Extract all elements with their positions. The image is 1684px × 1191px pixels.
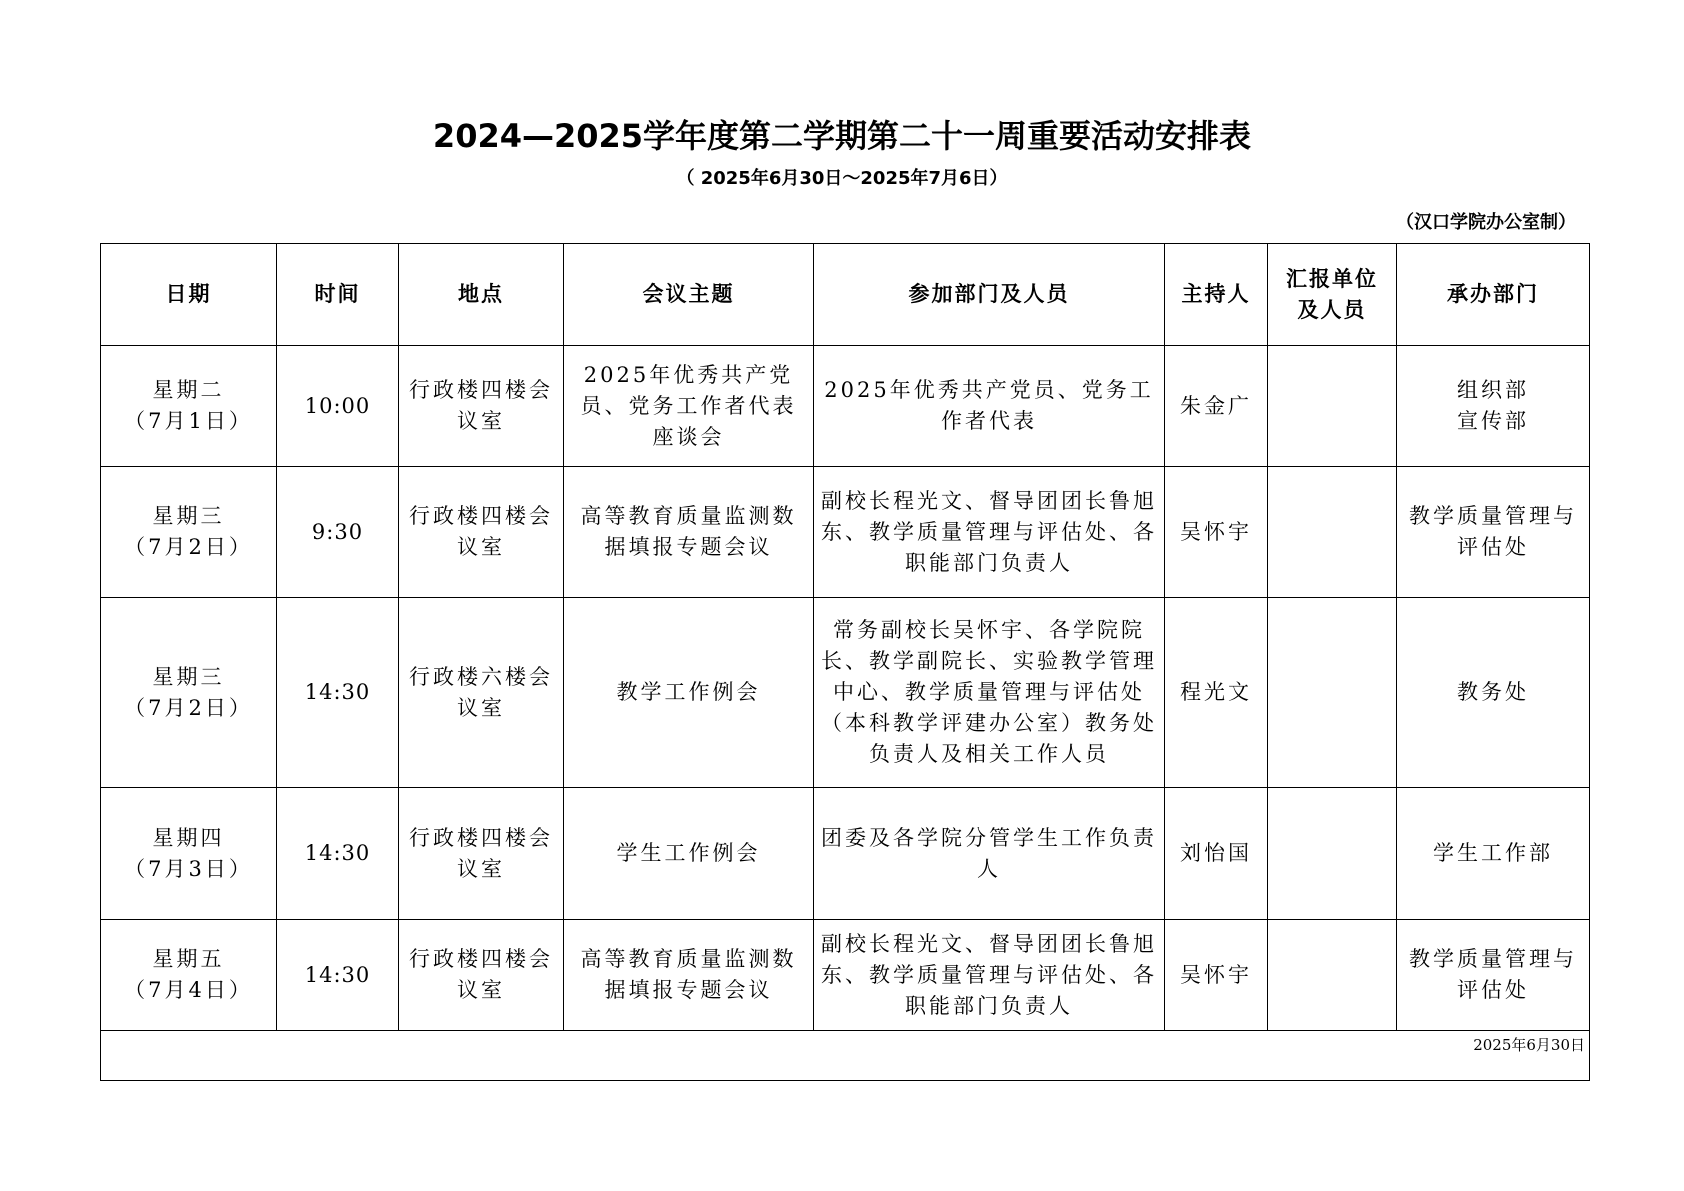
header-reporter-line2: 及人员 <box>1297 297 1367 322</box>
location-cell: 行政楼四楼会议室 <box>399 920 564 1031</box>
header-host: 主持人 <box>1165 244 1268 346</box>
organizer-line1: 教务处 <box>1457 680 1529 704</box>
reporter-cell <box>1268 467 1397 598</box>
host-cell: 吴怀宇 <box>1165 467 1268 598</box>
date-cell <box>101 467 277 598</box>
reporter-cell <box>1268 788 1397 920</box>
organizer-cell <box>1397 467 1590 598</box>
topic-cell: 教学工作例会 <box>564 598 814 788</box>
time-cell: 9:30 <box>277 467 399 598</box>
organizer-cell <box>1397 788 1590 920</box>
weekday-text: 星期三 <box>152 664 225 689</box>
reporter-cell <box>1268 346 1397 467</box>
date-cell <box>101 788 277 920</box>
footer-row <box>101 1031 1590 1081</box>
participants-cell: 团委及各学院分管学生工作负责人 <box>814 788 1165 920</box>
header-organizer: 承办部门 <box>1397 244 1590 346</box>
topic-cell: 高等教育质量监测数据填报专题会议 <box>564 467 814 598</box>
organizer-line1: 教学质量管理与评估处 <box>1409 947 1577 1002</box>
issuer-note: （汉口学院办公室制） <box>1396 212 1576 233</box>
table-row <box>101 598 1590 788</box>
date-range-subtitle: （ 2025年6月30日～2025年7月6日） <box>676 168 1008 189</box>
reporter-cell <box>1268 598 1397 788</box>
date-cell <box>101 920 277 1031</box>
participants-cell: 常务副校长吴怀宇、各学院院长、教学副院长、实验教学管理中心、教学质量管理与评估处（本科教学评建办公室）教务处负责人及相关工作人员 <box>814 598 1165 788</box>
table-row <box>101 920 1590 1031</box>
host-cell: 吴怀宇 <box>1165 920 1268 1031</box>
host-cell: 朱金广 <box>1165 346 1268 467</box>
activity-schedule-table <box>100 243 1590 1081</box>
organizer-cell <box>1397 598 1590 788</box>
time-cell: 14:30 <box>277 920 399 1031</box>
header-date: 日期 <box>101 244 277 346</box>
date-text: （7月2日） <box>124 535 253 559</box>
host-cell: 程光文 <box>1165 598 1268 788</box>
header-reporter <box>1268 244 1397 346</box>
header-participants: 参加部门及人员 <box>814 244 1165 346</box>
date-cell <box>101 598 277 788</box>
time-cell: 14:30 <box>277 788 399 920</box>
organizer-line1: 教学质量管理与评估处 <box>1409 504 1577 559</box>
weekday-text: 星期三 <box>152 504 225 528</box>
date-text: （7月1日） <box>124 409 253 433</box>
organizer-line1: 组织部 <box>1457 378 1529 402</box>
location-cell: 行政楼四楼会议室 <box>399 346 564 467</box>
date-text: （7月3日） <box>124 856 253 881</box>
time-cell: 10:00 <box>277 346 399 467</box>
location-cell: 行政楼六楼会议室 <box>399 598 564 788</box>
time-cell: 14:30 <box>277 598 399 788</box>
topic-cell: 高等教育质量监测数据填报专题会议 <box>564 920 814 1031</box>
organizer-line1: 学生工作部 <box>1433 841 1553 865</box>
page-title: 2024—2025学年度第二学期第二十一周重要活动安排表 <box>432 117 1252 155</box>
date-text: （7月4日） <box>124 978 253 1002</box>
weekday-text: 星期二 <box>152 378 225 402</box>
host-cell: 刘怡国 <box>1165 788 1268 920</box>
table-row <box>101 346 1590 467</box>
location-cell: 行政楼四楼会议室 <box>399 467 564 598</box>
weekday-text: 星期五 <box>152 947 225 971</box>
date-text: （7月2日） <box>124 695 253 720</box>
participants-cell: 副校长程光文、督导团团长鲁旭东、教学质量管理与评估处、各职能部门负责人 <box>814 920 1165 1031</box>
organizer-cell <box>1397 346 1590 467</box>
footer-date: 2025年6月30日 <box>101 1031 1590 1081</box>
topic-cell: 2025年优秀共产党员、党务工作者代表座谈会 <box>564 346 814 467</box>
organizer-line2: 宣传部 <box>1457 409 1529 433</box>
header-time: 时间 <box>277 244 399 346</box>
header-reporter-line1: 汇报单位 <box>1286 266 1378 291</box>
date-cell <box>101 346 277 467</box>
header-topic: 会议主题 <box>564 244 814 346</box>
weekday-text: 星期四 <box>152 825 225 850</box>
participants-cell: 2025年优秀共产党员、党务工作者代表 <box>814 346 1165 467</box>
participants-cell: 副校长程光文、督导团团长鲁旭东、教学质量管理与评估处、各职能部门负责人 <box>814 467 1165 598</box>
table-row <box>101 788 1590 920</box>
reporter-cell <box>1268 920 1397 1031</box>
header-row <box>101 244 1590 346</box>
organizer-cell <box>1397 920 1590 1031</box>
topic-cell: 学生工作例会 <box>564 788 814 920</box>
table-row <box>101 467 1590 598</box>
location-cell: 行政楼四楼会议室 <box>399 788 564 920</box>
header-location: 地点 <box>399 244 564 346</box>
